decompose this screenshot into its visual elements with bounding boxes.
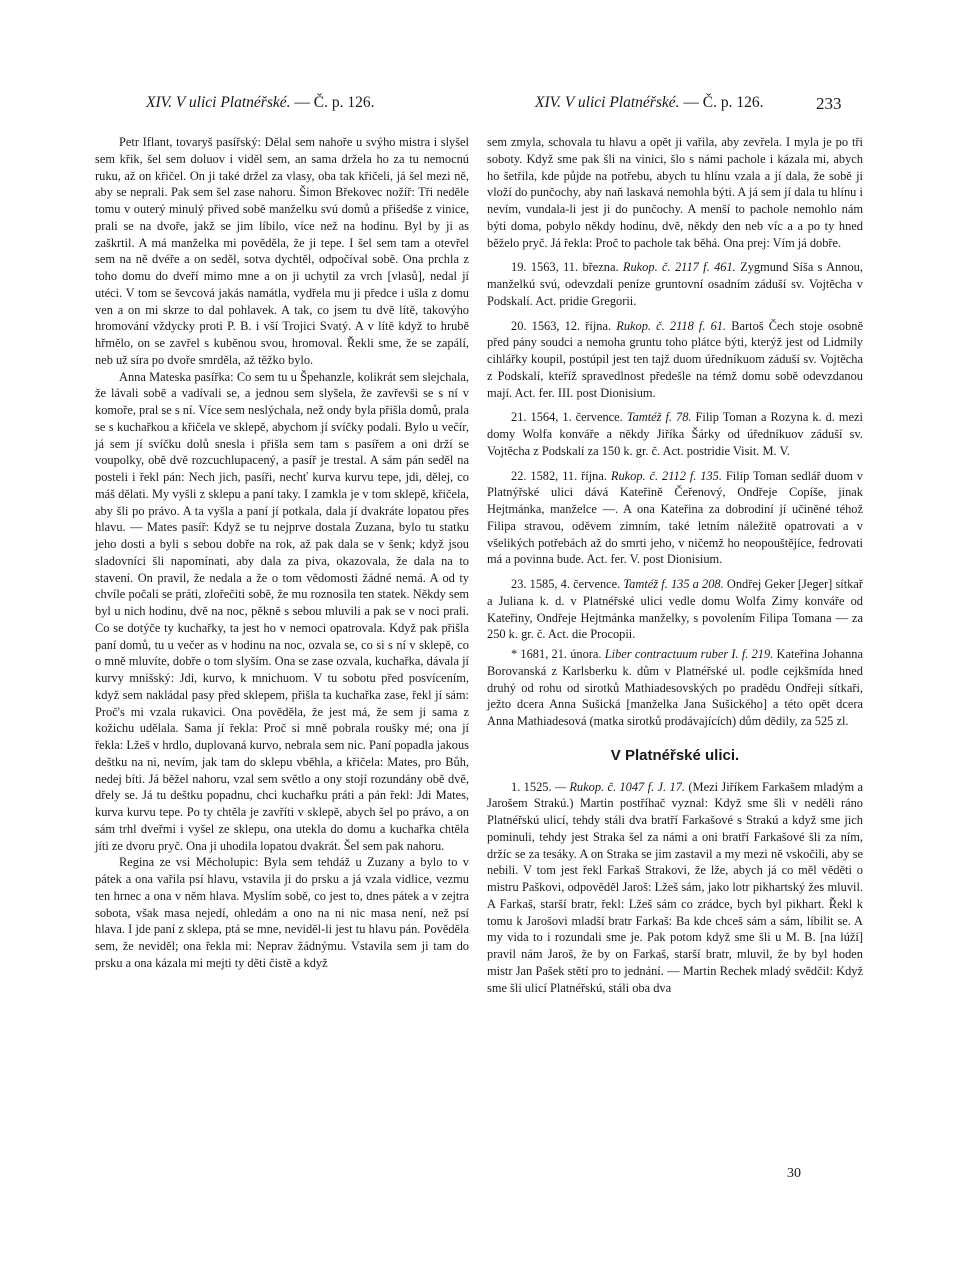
- street-entry-1-ref: — Rukop. č. 1047 f. J. 17.: [554, 779, 686, 794]
- header-left-section: — Č. p. 126.: [290, 94, 375, 111]
- page-number: 233: [816, 94, 842, 113]
- entry-19-head: 19. 1563, 11. března.: [511, 260, 619, 275]
- testimony-paragraph-3: Regina ze vsi Měcholupic: Byla sem tehdáž u Zuzany a bylo to v pátek a ona vařila psí hlavu, vstavila ji do prsku a já vzala vidlice, vezmu ten hrnec a ona v něm hlava. Myslím sobě, co jest to, dnes pátek a v zejtra sobota, však masa nejedí, ohledám a ono na ni nic masa není, než psí hlava. I jde paní z sklepa, ptá se mne, neviděl-li jest tu hlavu pán. Pověděla sem, že neviděl; ona řekla mi: Neprav žádnýmu. Vstavila sem ji tam do prsku a ona kázala mi mejti ty děti čistě a když: [95, 855, 469, 970]
- entry-23-head: 23. 1585, 4. července.: [511, 577, 621, 591]
- testimony-paragraph-1: Petr Iflant, tovaryš pasířský: Dělal sem nahoře u svýho mistra i slyšel sem křik, šel sem doluov i viděl sem, an sama držela ho za tu nemocnú ruku, až on křičel. On ji také držel za vlasy, oba tak křičeli, já šel mezi ně, aby se neprali. Pak sem šel zase nahoru. Šimon Břekovec nožíř: Tři neděle tomu v outerý minulý přived sobě manželku svú domů a přišedše z vinice, prali se na dvoře, jakž se jim líbilo, více než na hodinu. Byl by ji as zaškrtil. A má manželka mi pověděla, že ji tepe. I šel sem tam a otevřel sem na ně dvéře a on seděl, sotva dychtěl, odpočíval sobě. Ona prchla z toho domu do dveří mimo mne a on ji uchytil za vrch [vlasů], nedal jí utéci. V tom se ševcová jakás namátla, vydřela mu ji předce i ušla z domu ven a on mi skrze to dal pohlavek. A tak, co jsem tu dvě lítě, takovýho hromování vždycky proti P. B. i vší Trojici Svatý. A v lítě když to hrubě hřmělo, on se zavřel s kuběnou svou, hromoval. Řekli sme, že se zapálí, neb už síra po dvoře smrděla, až těžko bylo.: [95, 135, 469, 367]
- entry-20-ref: Rukop. č. 2118 f. 61.: [616, 318, 727, 333]
- street-entry-1: [487, 779, 863, 997]
- entry-22-ref: Rukop. č. 2112 f. 135.: [610, 468, 722, 483]
- header-right-title: XIV. V ulici Platnéřské.: [535, 94, 680, 111]
- entry-19: [487, 259, 863, 309]
- running-header-right: [535, 94, 835, 112]
- testimony-continuation: sem zmyla, schovala tu hlavu a opět ji vařila, aby zevřela. I myla je po tři soboty. Když sme pak šli na vinici, šlo s námi pachole i kázala mi, abych ho šetřila, kde půjde na potřebu, abych tu hlínu vzala a jí dala, že sobě ji vloží do punčochy, aby naň laskavá nemohla býti. A já sem jí dala tu hlínu i nevím, vundala-li jest ji do punčochy. A menší to pachole nemohlo nám býti doma, pobylo někdy hodinu, dvě, někdy den neb víc a a po ty hned běželo pryč. Já řekla: Proč to pachole tak běhá. Ona prej: Vím já dobře.: [487, 135, 863, 250]
- entry-1681-text: Kateřina Johanna Borovanská z Karlsberku k. dům v Platnéřské ul. podle cejkšmída hned druhý od rohu od sirotků Mathiadesovských po pradědu Ondřeji sítkaři, ježto dcera Anna Sušická [manželka Jana Sušického] a této opět dcera Anna Mathiadesová (matka sirotků prodávajících) dům dědily, za 525 zl.: [487, 647, 863, 728]
- entry-22-text: Filip Toman sedlář duom v Platnýřské ulici dává Kateřině Čeřenový, Ondřeje Copíše, jinak Hejtmánka, manželce —. A ona Kateřina za dobrodiní jí učiněné téhož Filipa stravou, oděvem zimním, také letním náležitě opatrovati a v všelikých potřebách až do smrti jeho, v ničemž ho neopouštějíce, fedrovati má a povinna bude. Act. fer. V. post Dionisium.: [487, 468, 863, 567]
- running-header-left: [146, 94, 412, 112]
- street-entry-1-text: (Mezi Jiříkem Farkašem mladým a Jarošem Strakú.) Martin postříhač vyznal: Když sme šli v neděli ráno Platnéřskú ulicí, tehdy stáli dva bratří Farkašové s Strakú a když sme jich pominuli, tehdy jest Straka šel za námi a oni bratří Farkašové šli za ním, držíc se za tesáky. A on Straka se jim zastavil a my mezi ně vskočili, aby se nebili. V tom jest řekl Farkaš Strakovi, že lže, abych já co měl věděti o mistru Paškovi, odpověděl Jaroš: Lžeš sám, jako lotr pikhartský žes mluvil. A Farkaš, starší bratr, řekl: Lžeš sám co zrádce, bych byl pikhart. Řekl k tomu k Jarošovi mladší bratr Farkaš: Ba kde chceš sám a sám, líbilit se. A my vida to i rozundali sme je. Pak potom když sme šli u M. B. [na lúží] pravil nám Jaroš, že by on Farkaš, starší bratr, mluvil, že by byl hoden mistr Jan Pašek stětí pro to jednání. — Martin Rechek mladý svědčil: Když sme šli ulicí Platnéřskú, stáli oba dva: [487, 779, 863, 995]
- left-column: [95, 134, 469, 972]
- entry-1681-head: * 1681, 21. února.: [511, 647, 602, 661]
- entry-21-text: Filip Toman a Rozyna k. d. mezi domy Wolfa konváře a někdy Jiříka Šárky od úředníkuov záduší sv. Vojtěcha z Podskalí za 150 k. gr. č. Act. postridie Visit. M. V.: [487, 410, 863, 458]
- section-title: V Platnéřské ulici.: [610, 746, 740, 764]
- entry-21-head: 21. 1564, 1. července.: [511, 410, 623, 425]
- entry-21-ref: Tamtéž f. 78.: [626, 410, 692, 425]
- entry-19-ref: Rukop. č. 2117 f. 461.: [622, 260, 736, 275]
- folio-signature: 30: [787, 1166, 801, 1181]
- entry-22: [487, 468, 863, 569]
- entry-23-text: Ondřej Geker [Jeger] sítkař a Juliana k. d. v Platnéřské ulici vedle domu Wolfa Zimy konváře od Kateřiny, Ondřeje Hejtmánka manželky, s povolením Filipa Tomana — za 250 k. gr. č. Act. die Procopii.: [487, 577, 863, 642]
- entry-19-text: Zygmund Síša s Annou, manželkú svú, odevzdali peníze gruntovní osadním záduší sv. Vojtěcha v Podskalí. Act. pridie Gregorii.: [487, 260, 863, 308]
- entry-21: [487, 409, 863, 459]
- entry-22-head: 22. 1582, 11. října.: [511, 468, 607, 483]
- entry-23-ref: Tamtéž f. 135 a 208.: [623, 577, 724, 591]
- entry-20-text: Bartoš Čech stoje osobně před pány soudci a nemoha gruntu toho plátce býti, kterýž jest od Lidmily cihlářky koupil, postúpil jest ten tajž duom úředníkuom záduší sv. Vojtěcha z Podskalí, kteříž spravedlnost předešle na témž domu sobě odevzdanou mají. Act. fer. III. post Dionisium.: [487, 318, 864, 400]
- testimony-paragraph-2: Anna Mateska pasířka: Co sem tu u Špehanzle, kolikrát sem slejchala, že lávali sobě a vadívali se, a jednou sem slyšela, že zavřevši se s ní v komoře, pral se s ní. Více sem neslýchala, než ondy byla přišla domů, prala se s kuchařkou a křičela ve sklepě, abychom jí svíčky podali. Bylo u večír, já sem jí svíčku dolů snesla i přišla sem tam s pasířem a oni drží se voupolky, obě dvě rozcuchlupacený, a pasíř je trestal. A sám pán seděl na posteli i řekl pán: Nech jich, pasíři, nechť kurva kurvu tepe, jdi, dělej, co máš dělati. My vyšli z sklepu a paní taky. I zamkla je v tom sklepě, křičela, aby šli po právo. A ta vyšla a paní jí potkala, dala jí dvakráte lopatou přes hlavu. — Mates pasíř: Když se tu nejprve dostala Zuzana, bylo tu statku jeho dosti a byli s sebou dobře na rok, až pak dala se v šenk; když jsou sladovníci šli napomínati, aby dala za piva, okazovala, že dala na to stavení. On pravil, že nedala a že o tom vědomosti žádné nemá. A od ty chvíle počali se práti, zlořečiti sobě, že mu roznosila ten statek. Někdy sem byl u nich hodinu, dvě na noc, pěkně s sebou mluvili a pak se v noci prali. Co se dotýče ty kuchařky, ta jest ho v nemoci opatrovala. Když pak přišla paní domů, tu u večer as v hodinu na noc, ozvala se, co si s ní v sklepě, co o mně mluvíte, dobře o tom slyším. Ona se zase ozvala, kuchařka, dávala jí kurvy mnišský: Jdi, kurvo, k mnichuom. V tu sobotu před posvícením, když sem nakládal pasy před sklepem, přišla ta kuchařka zase, řekl jí sám: Proč's mi vzala rukavici. Ona pověděla, že jest má, že sem ji sama z kožichu udělala. Sama jí řekla: Proč si mně pobrala roušky mé; ona jí řekla: Lžeš v hrdlo, duplovaná kurvo, nebrala sem nic. Paní popadla jakous deštku na ni, nevím, jak tam do sklepu vběhla, a křičela: Mates, pro Bůh, nedej bíti. Já běžel nahoru, vzal sem světlo a ony stojí rozundány obě dvě, dřely se. Já tu deštku popadnu, chci kuchařku práti a pán řekl: Jdi Mates, kurva kurvu tepe. Po ty chtěla je zavříti v sklepě, abych šel po právo, a on sám trhl dveřmi i vyšel ze sklepu, ona utekla do domu a kuchařka chtěla jíti ze dvoru pryč. Ona ji uhodila lopatou dvakrát. Šel sem pak nahoru.: [95, 369, 469, 853]
- entry-20-head: 20. 1563, 12. října.: [511, 318, 612, 333]
- entry-20: [487, 318, 863, 402]
- header-right-section: — Č. p. 126.: [679, 94, 764, 111]
- right-column: [487, 134, 863, 996]
- street-entry-1-head: 1. 1525.: [511, 779, 552, 794]
- entry-23: [487, 576, 863, 643]
- header-left-title: XIV. V ulici Platnéřské.: [146, 94, 291, 111]
- entry-1681-ref: Liber contractuum ruber I. f. 219.: [604, 647, 774, 661]
- entry-1681: [487, 646, 863, 730]
